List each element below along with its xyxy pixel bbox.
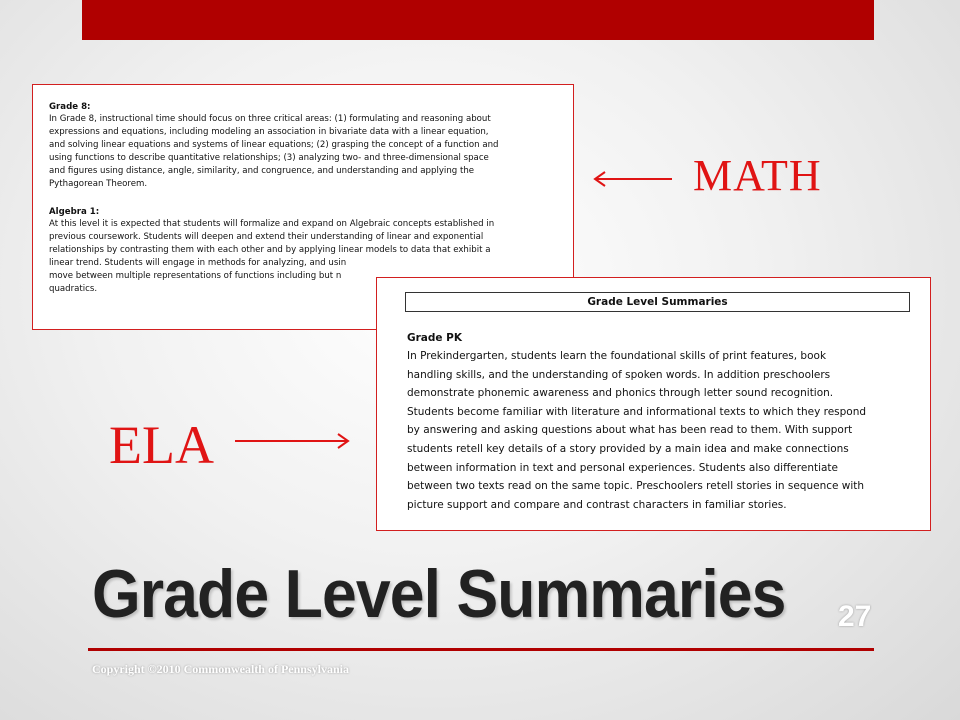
ela-document-header: Grade Level Summaries — [405, 292, 910, 312]
algebra1-line: At this level it is expected that students will formalize and expand on Algebraic concepts established in — [49, 219, 495, 229]
grade-pk-paragraph — [407, 347, 910, 514]
grade8-line: expressions and equations, including modeling an association in bivariate data with a linear equation, — [49, 127, 489, 137]
grade-pk-line: handling skills, and the understanding of spoken words. In addition preschoolers — [407, 368, 831, 381]
algebra1-line: move between multiple representations of functions including but n — [49, 271, 342, 281]
grade-pk-line: between two texts read on the same topic. Preschoolers retell stories in sequence with — [407, 480, 865, 493]
ela-excerpt-document — [376, 277, 931, 531]
copyright-footer: Copyright ©2010 Commonwealth of Pennsylvania — [92, 662, 349, 676]
grade8-line: Pythagorean Theorem. — [49, 179, 148, 189]
grade-pk-heading: Grade PK — [407, 332, 463, 344]
grade8-line: In Grade 8, instructional time should focus on three critical areas: (1) formulating and reasoning about — [49, 114, 491, 124]
grade8-heading: Grade 8: — [49, 102, 91, 112]
title-underline-rule — [88, 648, 874, 651]
grade-pk-line: between information in text and personal experiences. Students also differentiate — [407, 461, 839, 474]
grade8-line: and solving linear equations and systems of linear equations; (2) grasping the concept of a function and — [49, 140, 499, 150]
top-accent-bar — [82, 0, 874, 40]
ela-label: ELA — [109, 415, 214, 475]
arrow-left-icon — [592, 168, 674, 190]
grade8-line: and figures using distance, angle, similarity, and congruence, and understanding and applying the — [49, 166, 475, 176]
algebra1-heading: Algebra 1: — [49, 207, 100, 217]
grade-pk-line: picture support and compare and contrast characters in familiar stories. — [407, 498, 787, 511]
algebra1-line: linear trend. Students will engage in methods for analyzing, and usin — [49, 258, 347, 268]
math-label: MATH — [693, 151, 822, 200]
grade-pk-line: demonstrate phonemic awareness and phonics through letter sound recognition. — [407, 387, 834, 400]
slide-page-number: 27 — [838, 600, 872, 633]
algebra1-line: relationships by contrasting them with each other and by applying linear models to data that exhibit a — [49, 245, 491, 255]
grade8-paragraph — [49, 113, 561, 191]
grade-pk-line: Students become familiar with literature and informational texts to which they respond — [407, 405, 867, 418]
grade8-line: using functions to describe quantitative relationships; (3) analyzing two- and three-dimensional space — [49, 153, 489, 163]
arrow-right-icon — [233, 430, 351, 452]
grade-pk-line: In Prekindergarten, students learn the foundational skills of print features, book — [407, 350, 827, 362]
grade-pk-line: by answering and asking questions about what has been read to them. With support — [407, 424, 853, 437]
algebra1-line: quadratics. — [49, 284, 98, 294]
algebra1-line: previous coursework. Students will deepen and extend their understanding of linear and exponential — [49, 232, 484, 242]
grade-pk-line: students retell key details of a story provided by a main idea and make connections — [407, 442, 849, 455]
slide-title: Grade Level Summaries — [92, 556, 786, 632]
